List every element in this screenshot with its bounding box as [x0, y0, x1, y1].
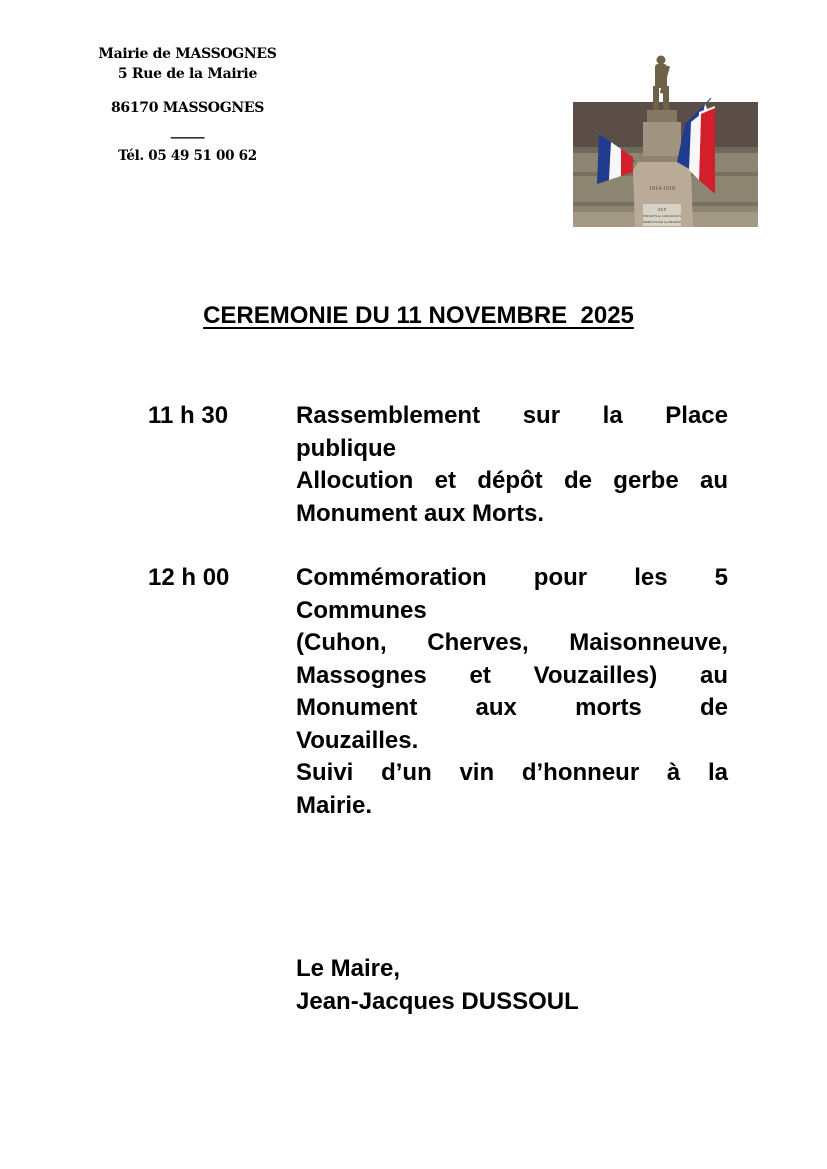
event-line: publique: [296, 434, 396, 462]
event-time: 12 h 00: [148, 564, 230, 591]
memorial-plaque-line3: MORTS POUR LA FRANCE: [642, 220, 682, 224]
event-line: Commémoration pour les 5: [296, 564, 728, 591]
event-time: 11 h 30: [148, 402, 229, 429]
event-line: Monument aux morts de: [296, 694, 728, 721]
signature-role: Le Maire,: [296, 955, 401, 982]
event-line: Monument aux Morts.: [296, 499, 545, 527]
event-line: Massognes et Vouzailles) au: [296, 661, 728, 689]
letterhead: [80, 44, 295, 166]
mairie-name: Mairie de MASSOGNES: [98, 46, 277, 62]
event-line: Suivi d’un vin d’honneur à la: [296, 759, 728, 786]
event-line: (Cuhon, Cherves, Maisonneuve,: [296, 629, 728, 656]
event-line: Rassemblement sur la Place: [296, 402, 728, 429]
war-memorial-photo: [573, 52, 758, 227]
signature-name: Jean-Jacques DUSSOUL: [296, 987, 579, 1015]
mairie-phone: Tél. 05 49 51 00 62: [118, 148, 257, 164]
event-description: [296, 562, 728, 822]
memorial-plaque-line2: ENFANTS de LOUZAILLES: [642, 214, 682, 218]
mairie-street: 5 Rue de la Mairie: [117, 66, 258, 82]
event-description: [296, 400, 728, 530]
memorial-plaque-line1: AUX: [657, 207, 667, 212]
event-line: Vouzailles.: [296, 726, 419, 754]
signature-block: [296, 953, 696, 1018]
event-line: Allocution et dépôt de gerbe au: [296, 467, 728, 494]
mairie-postcode-city: 86170 MASSOGNES: [110, 100, 265, 116]
ceremony-title: CEREMONIE DU 11 NOVEMBRE 2025: [203, 302, 634, 329]
event-line: Mairie.: [296, 791, 373, 819]
event-line: Communes: [296, 596, 427, 624]
header-separator: _____: [170, 123, 205, 139]
page-title: [0, 302, 827, 330]
memorial-dates: 1914-1918: [649, 186, 675, 192]
